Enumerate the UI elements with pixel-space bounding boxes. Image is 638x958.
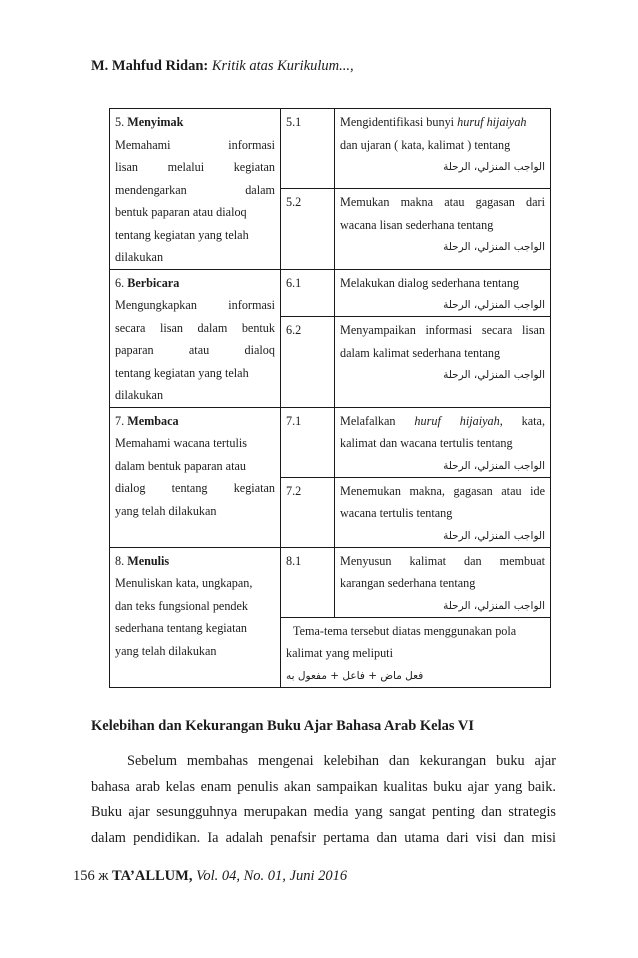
table-row (110, 407, 551, 477)
kd-description: Menyusun kalimat dan membuat karangan sederhana tentang الواجب المنزلي، الرحلة (335, 547, 551, 617)
competency-title: Membaca (127, 413, 179, 428)
page-footer (73, 868, 347, 885)
journal-name: TA’ALLUM, (112, 868, 193, 884)
paragraph-line: Sebelum membahas mengenai kelebihan dan kekurangan buku ajar (127, 753, 556, 769)
body-paragraph (91, 749, 556, 852)
arabic-text: فعل ماض + فاعل + مفعول به (286, 669, 424, 682)
kd-description: Melafalkan huruf hijaiyah, kata, kalimat dan wacana tertulis tentang الواجب المنزلي، الرحلة (335, 407, 551, 477)
kd-code: 5.2 (281, 189, 335, 269)
kd-description: Melakukan dialog sederhana tentang الواجب المنزلي، الرحلة (335, 269, 551, 317)
competency-title: Menulis (127, 553, 170, 568)
paragraph-line: bahasa arab kelas enam penulis akan sampaikan kualitas buku ajar yang baik. (91, 778, 556, 795)
kd-code: 6.2 (281, 317, 335, 407)
kd-description: Menyampaikan informasi secara lisan dalam kalimat sederhana tentang الواجب المنزلي، الرحلة (335, 317, 551, 407)
running-head-author: M. Mahfud Ridan: (91, 58, 209, 74)
kd-description: Memukan makna atau gagasan dari wacana lisan sederhana tentang الواجب المنزلي، الرحلة (335, 189, 551, 269)
arabic-text: الواجب المنزلي، الرحلة (443, 299, 545, 311)
running-head (91, 58, 354, 75)
journal-issue: Vol. 04, No. 01, Juni 2016 (196, 868, 348, 884)
competency-cell: 8. Menulis Menuliskan kata, ungkapan, dan teks fungsional pendek sederhana tentang kegiatan yang telah dilakukan (110, 547, 281, 687)
competency-title: Menyimak (127, 115, 184, 129)
table-row (110, 109, 551, 189)
competency-cell: 6. Berbicara Mengungkapkan informasi secara lisan dalam bentuk paparan atau dialoq tentang kegiatan yang telah dilakukan (110, 269, 281, 407)
table-row (110, 269, 551, 317)
competency-cell: 5. Menyimak Memahami informasi lisan melalui kegiatan mendengarkan dalam bentuk paparan atau dialoq tentang kegiatan yang telah dilakukan (110, 109, 281, 270)
kd-description: Mengidentifikasi bunyi huruf hijaiyah dan ujaran ( kata, kalimat ) tentang الواجب المنزلي، الرحلة (335, 109, 551, 189)
table-row (110, 547, 551, 617)
kd-code: 5.1 (281, 109, 335, 189)
kd-code: 7.2 (281, 477, 335, 547)
arabic-text: الواجب المنزلي، الرحلة (443, 241, 545, 254)
arabic-text: الواجب المنزلي، الرحلة (443, 599, 545, 612)
kd-code: 7.1 (281, 407, 335, 477)
running-head-title: Kritik atas Kurikulum..., (211, 58, 354, 74)
kd-code: 8.1 (281, 547, 335, 617)
section-heading: Kelebihan dan Kekurangan Buku Ajar Bahasa Arab Kelas VI (91, 718, 475, 734)
theme-note: Tema-tema tersebut diatas menggunakan pola kalimat yang meliputi فعل ماض + فاعل + مفعول به (281, 617, 551, 687)
arabic-text: الواجب المنزلي، الرحلة (443, 161, 545, 173)
arabic-text: الواجب المنزلي، الرحلة (443, 529, 545, 542)
page-number: 156 ж (73, 868, 109, 884)
paragraph-line: dalam pendidikan. Ia adalah penafsir pertama dan utama dari visi dan misi (91, 830, 556, 847)
arabic-text: الواجب المنزلي، الرحلة (443, 459, 545, 472)
kd-code: 6.1 (281, 269, 335, 317)
paragraph-line: Buku ajar sesungguhnya merupakan media yang sangat penting dan strategis (91, 804, 556, 821)
kd-description: Menemukan makna, gagasan atau ide wacana tertulis tentang الواجب المنزلي، الرحلة (335, 477, 551, 547)
curriculum-table (109, 108, 551, 688)
competency-title: Berbicara (127, 275, 180, 290)
competency-cell: 7. Membaca Memahami wacana tertulis dalam bentuk paparan atau dialog tentang kegiatan yang telah dilakukan (110, 407, 281, 547)
arabic-text: الواجب المنزلي، الرحلة (443, 369, 545, 382)
